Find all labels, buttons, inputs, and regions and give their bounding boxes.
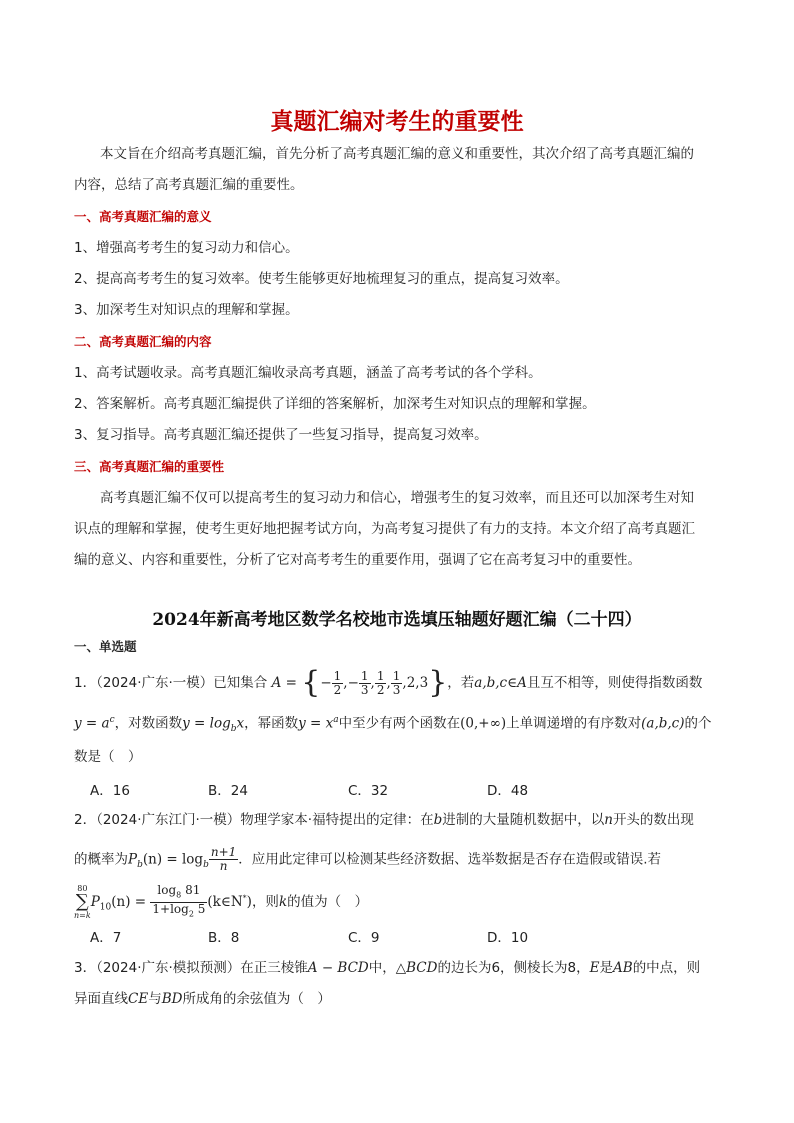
q2-t4: 的概率为 [74, 851, 128, 868]
q2-n: n [604, 812, 613, 828]
q2-p: P [128, 851, 138, 868]
question-1-line-1: 1．（2024·广东·一模）已知集合 A = {− $\frac{1}{2}$ ,− $\frac{1}{3}$ , $\frac{1}{2}$ , $\frac{1}{3}$ ,2,3}，若a,b,c∈A且互不相等，则使得指数函数 [74, 665, 703, 700]
question-1-line-3: 数是（ ） [74, 749, 142, 765]
section-heading-1: 一、高考真题汇编的意义 [74, 209, 212, 224]
q1-pow: y = x [298, 715, 334, 732]
q1-t4: 上单调递增的有序数对 [506, 715, 642, 732]
q2-log: (n) = log [142, 851, 204, 868]
left-brace-icon: { [301, 665, 321, 700]
frac-1-2b: $\frac{1}{2}$ [376, 668, 385, 697]
frac-n1-n: $\frac{n+1}{n}$ [210, 845, 237, 873]
right-brace-icon: } [428, 665, 448, 700]
q1-option-d: D．48 [487, 783, 529, 799]
exam-title: 2024年新高考地区数学名校地市选填压轴题好题汇编（二十四） [152, 610, 642, 630]
section2-item-2: 2、答案解析。高考真题汇编提供了详细的答案解析，加深考生对知识点的理解和掌握。 [74, 396, 596, 412]
section3-line-1: 高考真题汇编不仅可以提高考生的复习动力和信心，增强考生的复习效率，而且还可以加深考生对知 [100, 490, 694, 506]
q3-t6: 异面直线 [74, 991, 128, 1007]
q1-logx: x [236, 715, 245, 732]
q1-mid2: 且互不相等，则使得指数函数 [526, 675, 703, 691]
q2-sum-term: P [90, 894, 100, 910]
question-1-line-2: $y = a^c$，对数函数$y = \log_bx$，幂函数$y = x^a$中至少有两个函数在(0,+∞)上单调递增的有序数对(a,b,c)的个 [74, 715, 712, 735]
q3-t7: 与 [148, 991, 162, 1007]
section-heading-2: 二、高考真题汇编的内容 [74, 334, 212, 349]
question-2-line-1 [74, 810, 694, 830]
q2-t3: 开头的数出现 [612, 812, 694, 828]
question-2-line-2: 的概率为$P_b(n) = \log_b$ $\frac{n+1}{n}$ ．应用此定律可以检测某些经济数据、选举数据是否存在造假或错误.若 [74, 845, 662, 873]
q2-t2: 进制的大量随机数据中，以 [442, 812, 605, 828]
q1-t1: ，对数函数 [114, 715, 183, 732]
q3-ce: CE [128, 991, 149, 1007]
section-heading-3: 三、高考真题汇编的重要性 [74, 459, 225, 474]
q3-t4: 是 [599, 960, 614, 976]
section1-item-2: 2、提高高考考生的复习效率。使考生能够更好地梳理复习的重点，提高复习效率。 [74, 271, 569, 287]
q3-t1: 3．（2024·广东·模拟预测）在正三棱锥 [74, 960, 308, 976]
q1-abc: a,b,c∈A [474, 675, 527, 691]
section1-item-3: 3、加深考生对知识点的理解和掌握。 [74, 302, 299, 318]
q2-option-b: B．8 [208, 930, 240, 946]
section1-item-1: 1、增强高考考生的复习动力和信心。 [74, 240, 299, 256]
q3-t3: 的边长为6，侧棱长为8， [437, 960, 590, 976]
q2-sum-sub: 10 [99, 902, 112, 913]
q2-tail2: 的值为（ ） [287, 894, 369, 910]
q2-b: b [433, 812, 443, 828]
q2-tail: ，则 [251, 894, 279, 910]
q1-prefix: 1．（2024·广东·一模）已知集合 [74, 675, 268, 691]
question-3-line-2 [74, 989, 331, 1009]
q2-sum-arg: (n) = [111, 894, 147, 910]
q2-option-c: C．9 [348, 930, 380, 946]
q2-cond: (k∈N [207, 894, 243, 910]
q2-t1: 2．（2024·广东江门·一模）物理学家本·福特提出的定律：在 [74, 812, 434, 828]
q3-tri: △BCD [395, 960, 438, 976]
q2-k: k [278, 894, 288, 910]
question-3-line-1 [74, 958, 700, 978]
q1-tuple: (a,b,c) [641, 715, 685, 732]
sum-symbol-icon: 80 ∑ n=k [74, 884, 91, 920]
frac-1-2: $\frac{1}{2}$ [333, 668, 342, 697]
q1-set-tail: 2,3 [406, 675, 429, 691]
q3-t5: 的中点，则 [632, 960, 701, 976]
q3-ab: AB [613, 960, 633, 976]
q3-tet: A − BCD [307, 960, 369, 976]
question-2-line-3: 80 ∑ n=k $P_{10}(n)$ = $\frac{\log_8 81}{1+\log_2 5}$ (k∈N*)，则k的值为（ ） [74, 883, 369, 920]
section3-line-3: 编的意义、内容和重要性，分析了它对高考考生的重要作用，强调了它在高考复习中的重要性。 [74, 552, 641, 568]
q1-set-var: A [271, 675, 282, 691]
q2-t5: ．应用此定律可以检测某些经济数据、选举数据是否存在造假或错误.若 [238, 851, 662, 868]
q1-t2: ，幂函数 [244, 715, 299, 732]
q3-bd: BD [161, 991, 183, 1007]
q1-interval: (0,+∞) [460, 715, 507, 732]
q2-option-d: D．10 [487, 930, 529, 946]
section-label-single-choice: 一、单选题 [74, 639, 137, 654]
q1-option-b: B．24 [208, 783, 248, 799]
q3-e: E [589, 960, 600, 976]
q3-t2: 中， [368, 960, 396, 976]
frac-1-3b: $\frac{1}{3}$ [392, 668, 401, 697]
q1-option-c: C．32 [348, 783, 389, 799]
q1-t3: 中至少有两个函数在 [338, 715, 461, 732]
q1-exp: y = a [74, 715, 110, 732]
q1-mid: ，若 [447, 675, 475, 691]
intro-line-1: 本文旨在介绍高考真题汇编，首先分析了高考真题汇编的意义和重要性，其次介绍了高考真题汇编的 [100, 146, 694, 162]
intro-line-2: 内容，总结了高考真题汇编的重要性。 [74, 177, 304, 193]
q3-t8: 所成角的余弦值为（ ） [182, 991, 331, 1007]
section2-item-3: 3、复习指导。高考真题汇编还提供了一些复习指导，提高复习效率。 [74, 427, 488, 443]
q1-log: y = log [182, 715, 231, 732]
q2-option-a: A．7 [90, 930, 122, 946]
page-title: 真题汇编对考生的重要性 [270, 109, 524, 135]
frac-log81: $\frac{\log_8 81}{1+\log_2 5}$ [152, 883, 206, 918]
q1-option-a: A．16 [90, 783, 130, 799]
section3-line-2: 识点的理解和掌握，使考生更好地把握考试方向，为高考复习提供了有力的支持。本文介绍了高考真题汇 [74, 521, 695, 537]
frac-1-3: $\frac{1}{3}$ [360, 668, 369, 697]
section2-item-1: 1、高考试题收录。高考真题汇编收录高考真题，涵盖了高考考试的各个学科。 [74, 365, 542, 381]
q1-t5: 的个 [684, 715, 712, 732]
